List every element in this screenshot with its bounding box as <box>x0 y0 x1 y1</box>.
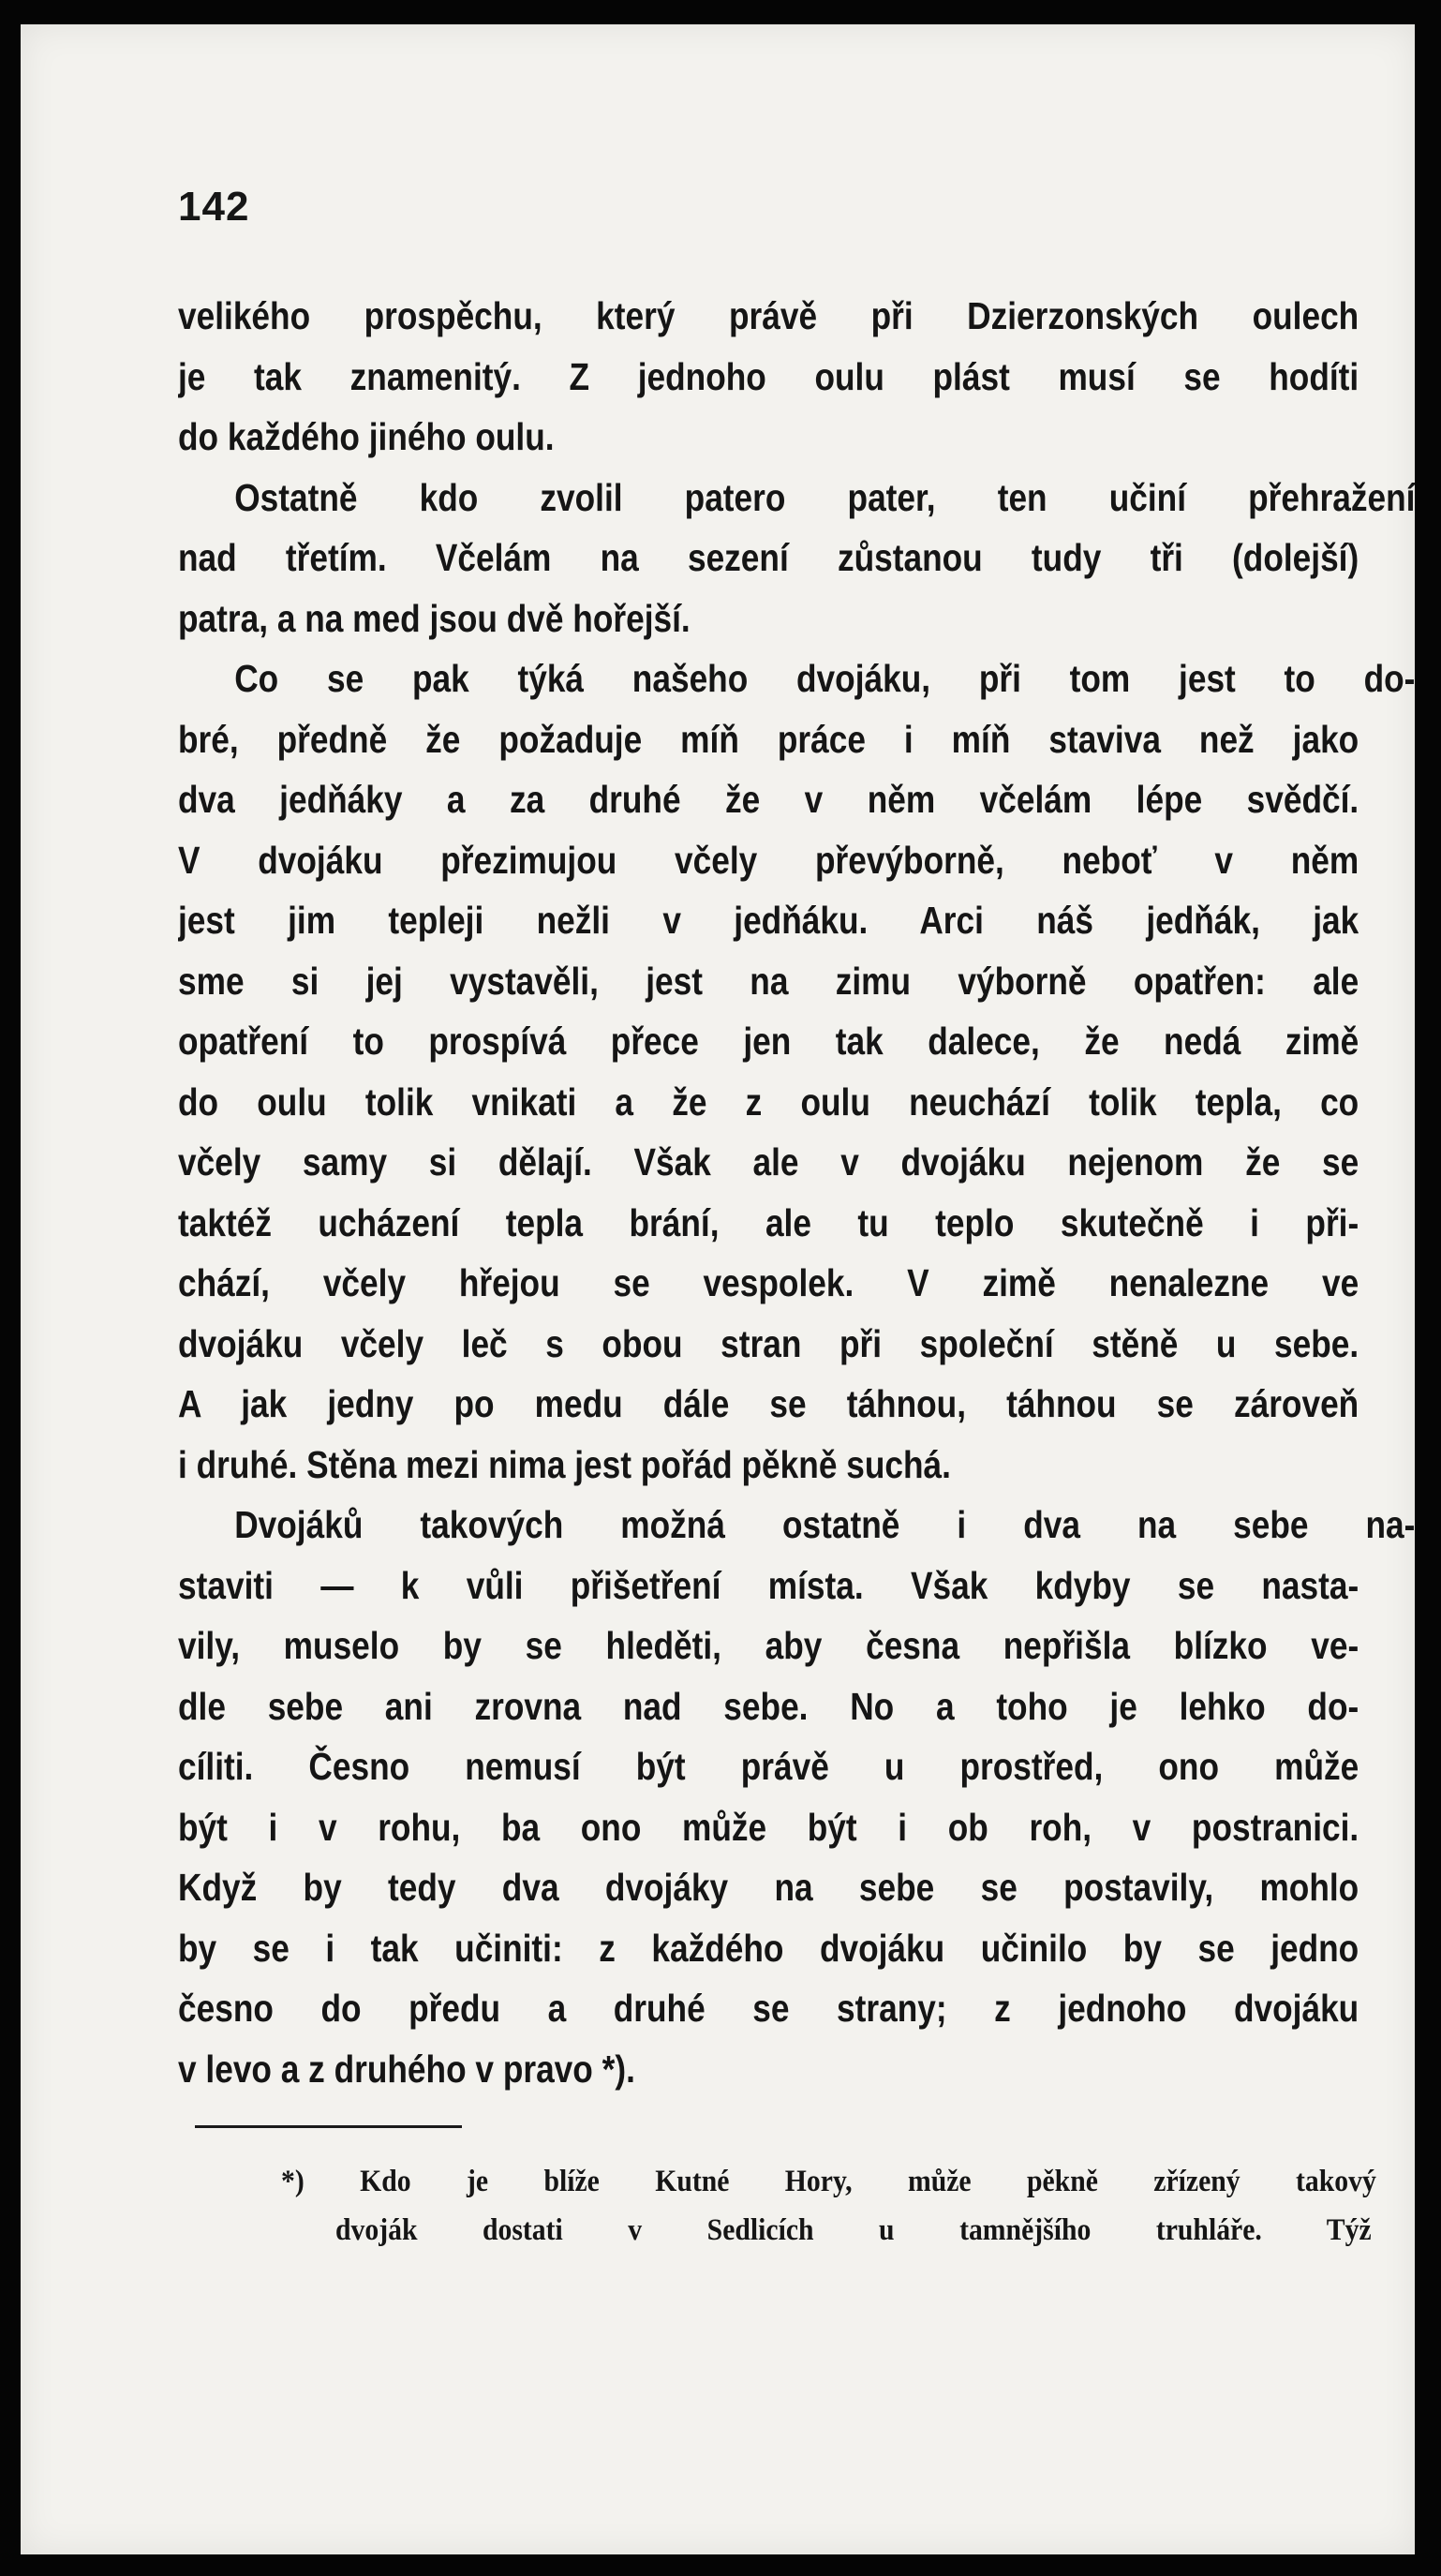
text-line: je tak znamenitý. Z jednoho oulu plást musí se hodíti <box>178 354 1359 398</box>
text-line: Co se pak týká našeho dvojáku, při tom jest to do- <box>234 657 1416 700</box>
body-text <box>178 286 1416 2099</box>
text-line: Dvojáků takových možná ostatně i dva na sebe na- <box>234 1503 1416 1546</box>
text-line: velikého prospěchu, který právě při Dzierzonských oulech <box>178 294 1359 337</box>
footnote-line: *) Kdo je blíže Kutné Hory, může pěkně zřízený takový <box>281 2165 1376 2198</box>
text-line: taktéž ucházení tepla brání, ale tu teplo skutečně i při- <box>178 1200 1359 1244</box>
footnote <box>281 2157 1377 2255</box>
text-line: dva jedňáky a za druhé že v něm včelám lépe svědčí. <box>178 778 1359 821</box>
text-line: V dvojáku přezimujou včely převýborně, neboť v něm <box>178 838 1359 882</box>
text-line: Ostatně kdo zvolil patero pater, ten učiní přehražení <box>234 475 1416 519</box>
text-line: do oulu tolik vnikati a že z oulu neuchází tolik tepla, co <box>178 1080 1359 1124</box>
footnote-rule <box>195 2125 462 2128</box>
text-line: staviti — k vůli přišetření místa. Však kdyby se nasta- <box>178 1563 1359 1607</box>
scan-edge <box>1415 0 1441 2576</box>
text-line: Když by tedy dva dvojáky na sebe se postavily, mohlo <box>178 1866 1359 1909</box>
text-line: A jak jedny po medu dále se táhnou, táhnou se zároveň <box>178 1382 1359 1425</box>
text-line: chází, včely hřejou se vespolek. V zimě nenalezne ve <box>178 1261 1359 1304</box>
footnote-line: dvoják dostati v Sedlicích u tamnějšího truhláře. Týž <box>335 2213 1372 2247</box>
text-line: do každého jiného oulu. <box>178 415 555 458</box>
text-line: sme si jej vystavěli, jest na zimu výborně opatřen: ale <box>178 959 1359 1003</box>
text-line: by se i tak učiniti: z každého dvojáku učinilo by se jedno <box>178 1926 1359 1970</box>
text-line: cíliti. Česno nemusí být právě u prostřed, ono může <box>178 1745 1359 1788</box>
text-line: v levo a z druhého v pravo *). <box>178 2047 635 2091</box>
text-line: vily, muselo by se hleděti, aby česna nepřišla blízko ve- <box>178 1624 1359 1667</box>
page-number: 142 <box>178 184 250 230</box>
text-line: jest jim tepleji nežli v jedňáku. Arci náš jedňák, jak <box>178 899 1359 942</box>
text-line: opatření to prospívá přece jen tak dalece, že nedá zimě <box>178 1020 1359 1063</box>
text-line: patra, a na med jsou dvě hořejší. <box>178 596 691 640</box>
text-line: nad třetím. Včelám na sezení zůstanou tudy tři (dolejší) <box>178 536 1359 579</box>
text-line: bré, předně že požaduje míň práce i míň staviva než jako <box>178 717 1359 761</box>
text-line: dle sebe ani zrovna nad sebe. No a toho je lehko do- <box>178 1684 1359 1728</box>
text-line: být i v rohu, ba ono může být i ob roh, v postranici. <box>178 1805 1359 1849</box>
text-line: i druhé. Stěna mezi nima jest pořád pěkně suchá. <box>178 1442 951 1486</box>
text-line: česno do předu a druhé se strany; z jednoho dvojáku <box>178 1987 1359 2030</box>
text-line: včely samy si dělají. Však ale v dvojáku nejenom že se <box>178 1140 1359 1184</box>
text-line: dvojáku včely leč s obou stran při společní stěně u sebe. <box>178 1321 1359 1365</box>
